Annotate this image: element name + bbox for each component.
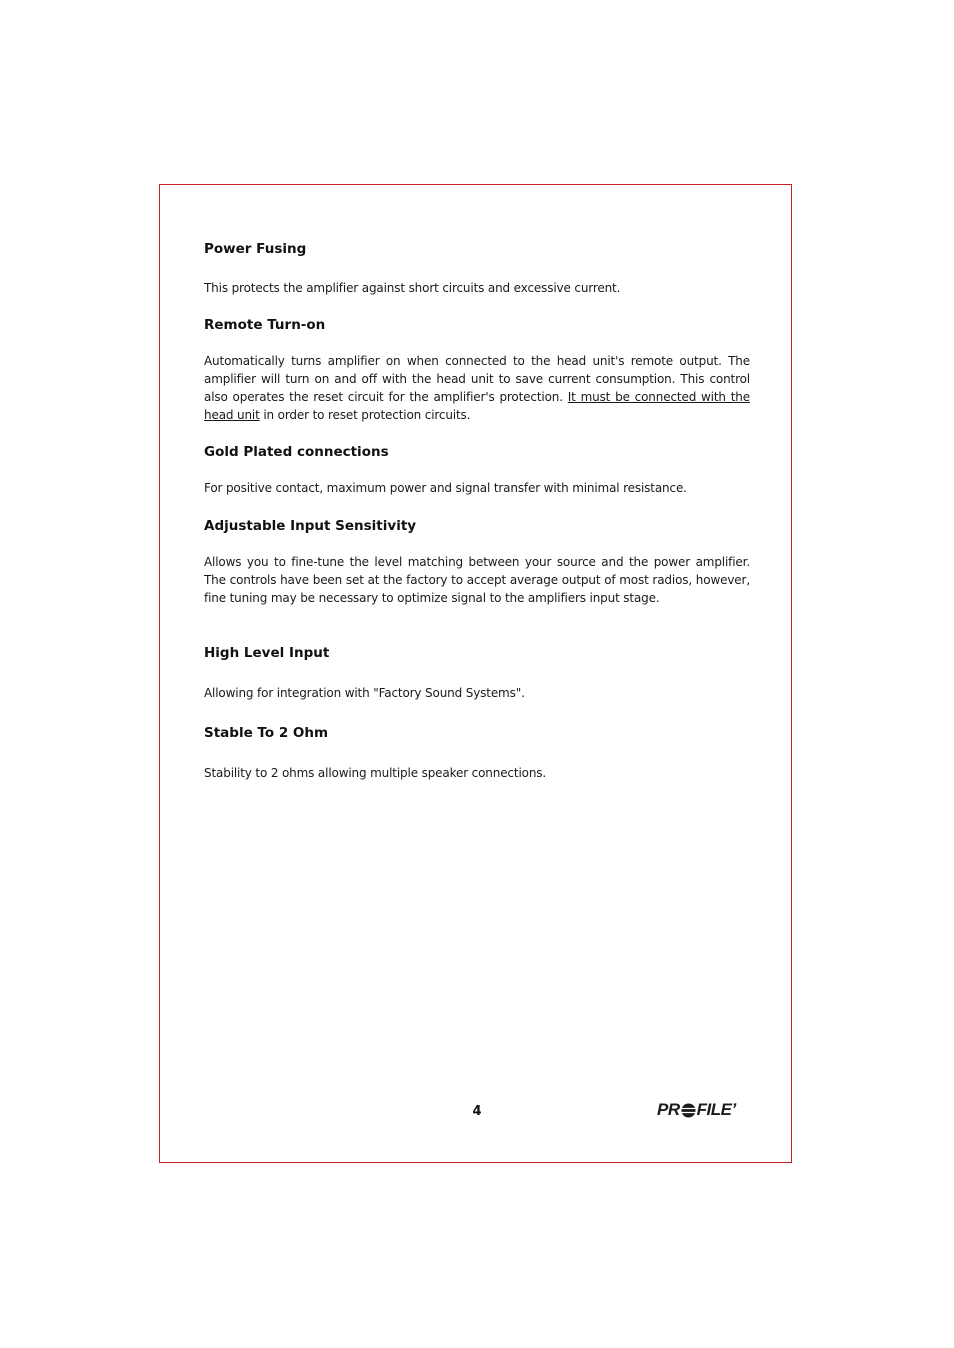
page-number: 4 bbox=[472, 1104, 482, 1119]
remote-text-before: Automatically turns amplifier on when connected to the head unit's remote output. The amplifier will turn on and off with the head unit to save current consumption. This control also operates the reset circuit for the amplifier's protection. bbox=[204, 354, 750, 404]
profile-logo bbox=[657, 1100, 736, 1120]
heading-power-fusing: Power Fusing bbox=[204, 241, 307, 257]
paragraph-stable-2-ohm: Stability to 2 ohms allowing multiple speaker connections. bbox=[204, 766, 547, 780]
heading-stable-2-ohm: Stable To 2 Ohm bbox=[204, 725, 329, 741]
heading-gold-plated: Gold Plated connections bbox=[204, 444, 389, 460]
paragraph-high-level-input: Allowing for integration with "Factory Sound Systems". bbox=[204, 686, 525, 700]
heading-remote-turn-on: Remote Turn-on bbox=[204, 317, 326, 333]
remote-text-underlined: It must be connected with the head unit bbox=[204, 390, 750, 422]
paragraph-remote-turn-on bbox=[204, 352, 750, 424]
heading-high-level-input: High Level Input bbox=[204, 645, 330, 661]
logo-text-left: PR bbox=[657, 1100, 680, 1119]
heading-input-sensitivity: Adjustable Input Sensitivity bbox=[204, 518, 417, 534]
logo-text-right: FILE bbox=[696, 1100, 732, 1119]
paragraph-power-fusing: This protects the amplifier against short circuits and excessive current. bbox=[204, 281, 621, 295]
paragraph-gold-plated: For positive contact, maximum power and signal transfer with minimal resistance. bbox=[204, 481, 687, 495]
remote-text-after: in order to reset protection circuits. bbox=[259, 408, 471, 422]
paragraph-input-sensitivity: Allows you to fine-tune the level matching between your source and the power amplifier. The controls have been set at the factory to accept average output of most radios, however, fine tuning may be necessary to optimize signal to the amplifiers input stage. bbox=[204, 555, 750, 605]
logo-mark: ʼ bbox=[731, 1100, 736, 1119]
logo-o-icon bbox=[681, 1103, 696, 1118]
